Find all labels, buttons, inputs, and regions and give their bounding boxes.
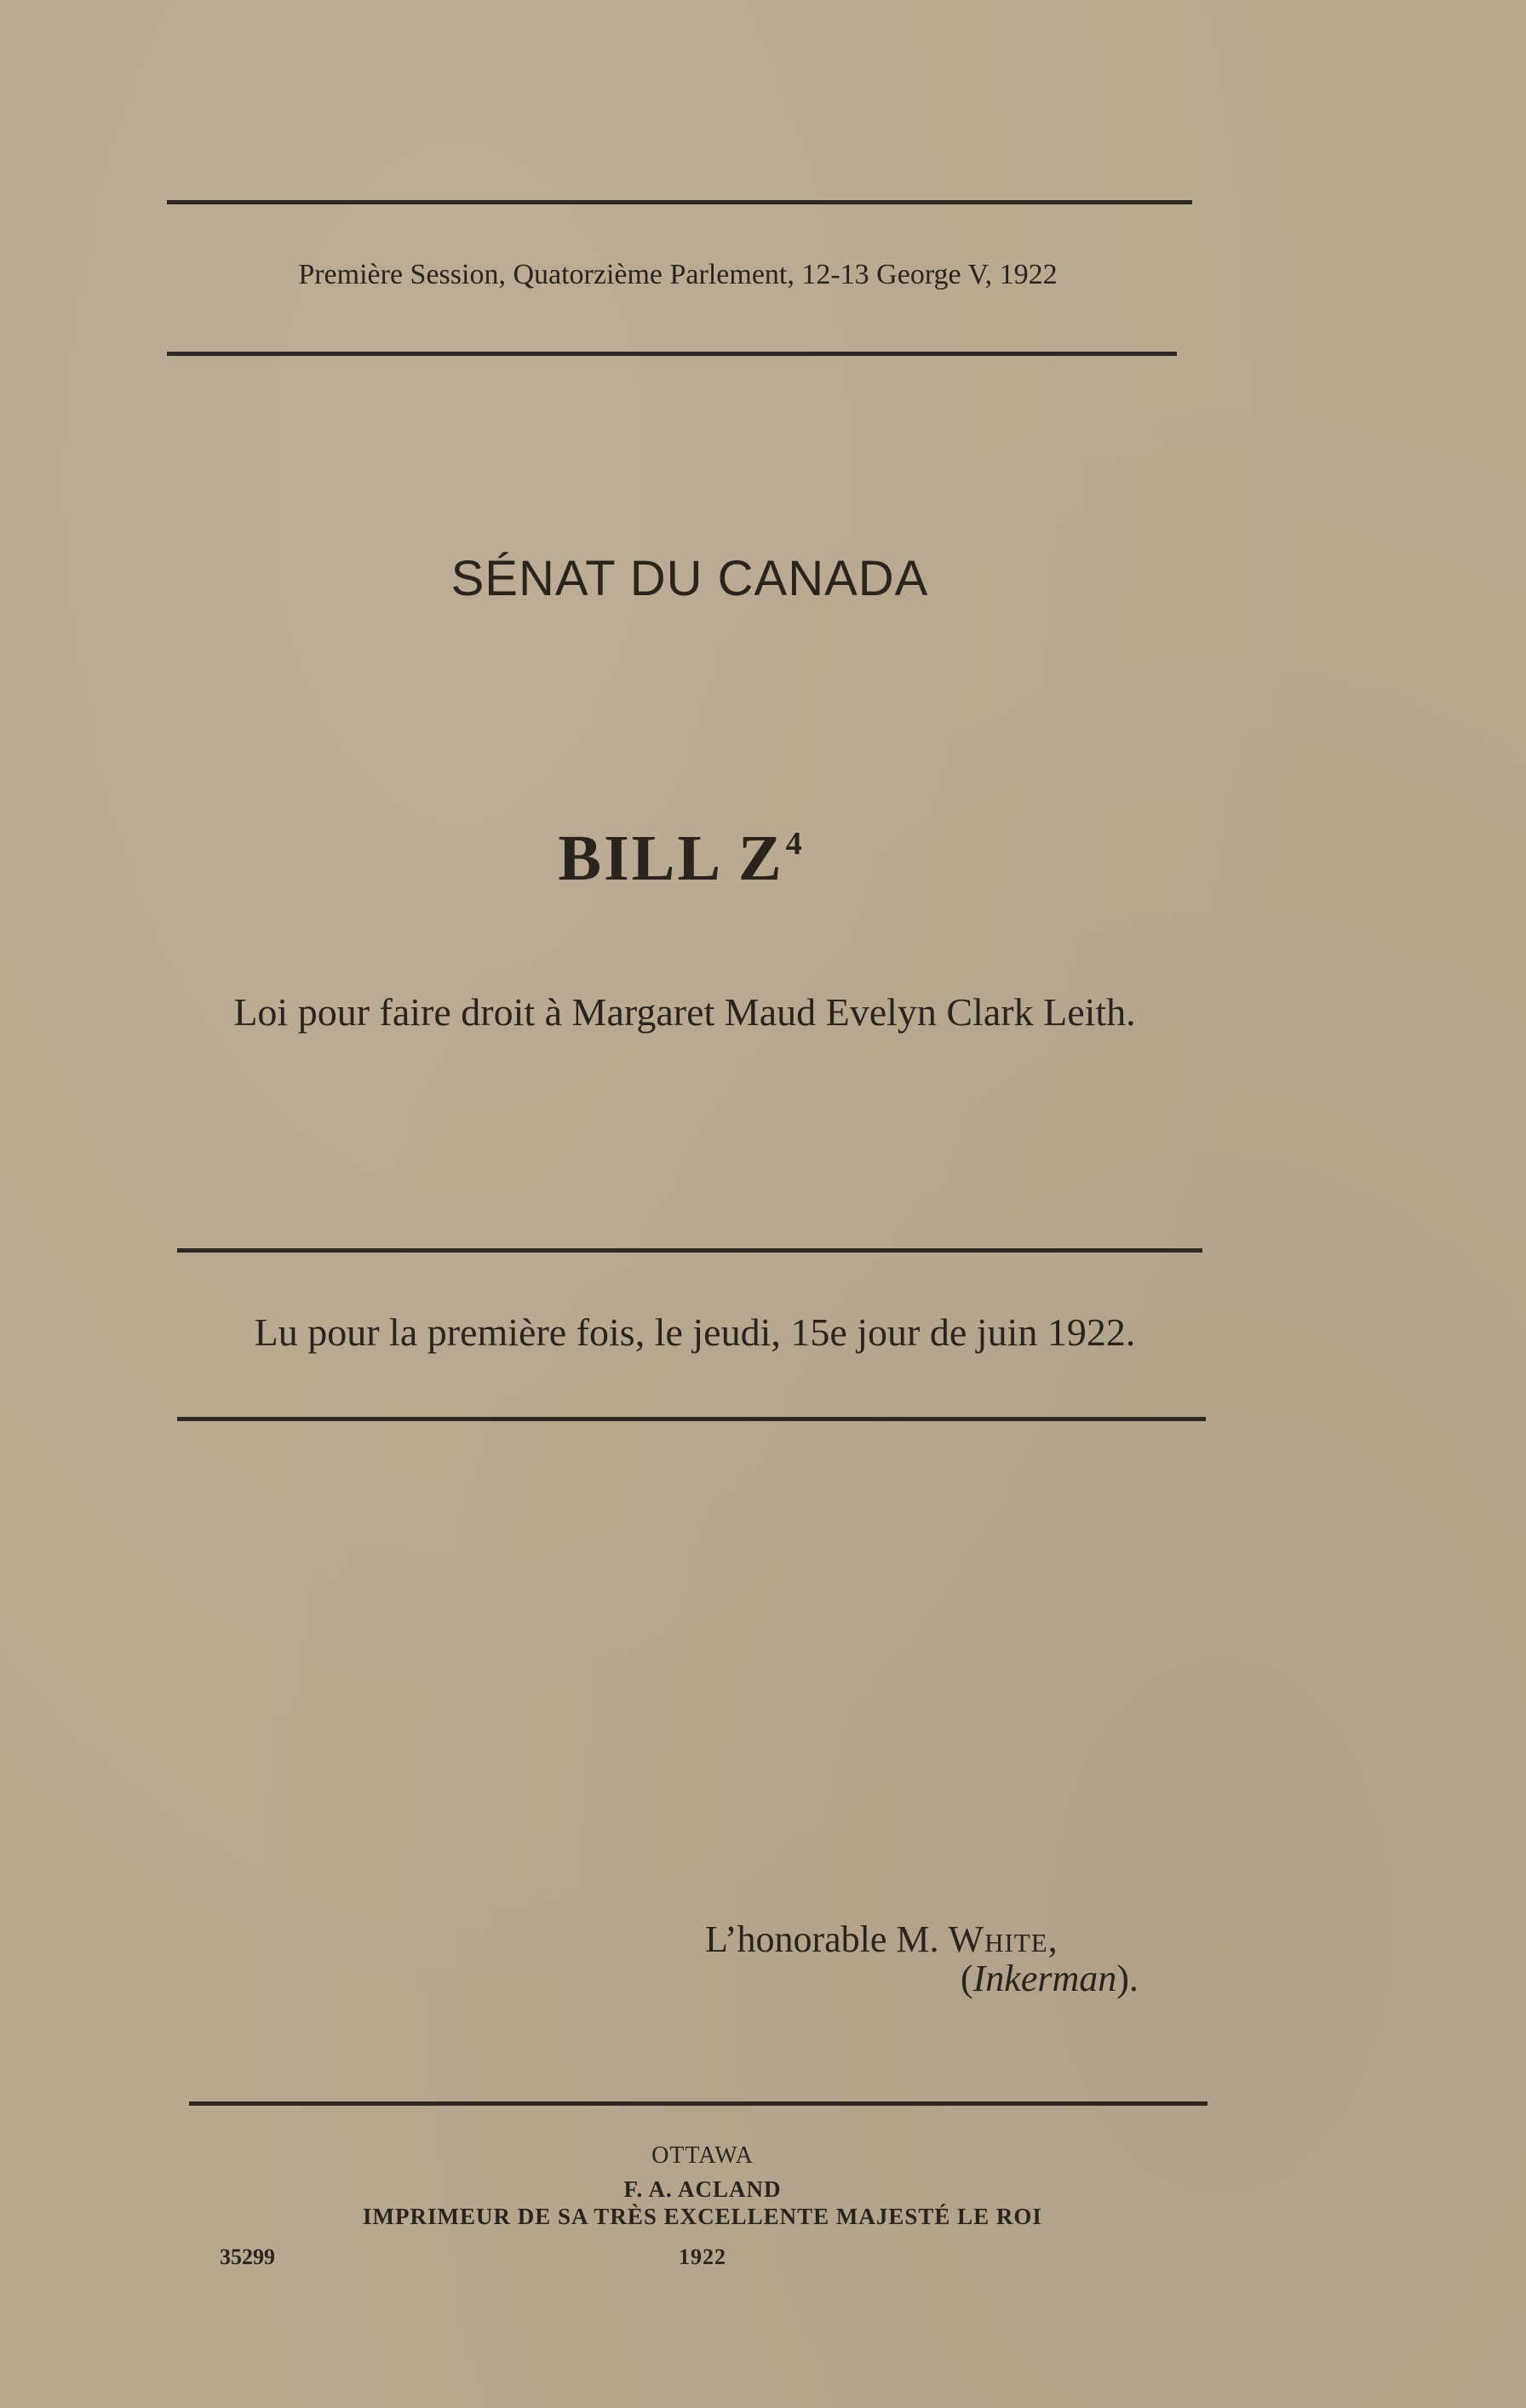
session-line: Première Session, Quatorzième Parlement, 12-13 George V, 1922 bbox=[298, 259, 1058, 290]
imprint-printer: F. A. ACLAND bbox=[623, 2176, 782, 2202]
reading-top-rule bbox=[177, 1248, 1202, 1253]
riding-close: ). bbox=[1116, 1958, 1139, 1999]
bill-purpose: Loi pour faire droit à Margaret Maud Evelyn Clark Leith. bbox=[233, 990, 1136, 1034]
imprint-rule bbox=[189, 2101, 1208, 2106]
bill-number bbox=[0, 822, 1362, 896]
document-number: 35299 bbox=[220, 2245, 275, 2269]
bill-superscript: 4 bbox=[785, 826, 805, 862]
sponsor-riding bbox=[961, 1957, 1139, 2000]
reading-bottom-rule bbox=[177, 1417, 1206, 1421]
imprint-city: OTTAWA bbox=[651, 2142, 754, 2169]
top-rule bbox=[167, 200, 1192, 204]
riding-open: ( bbox=[961, 1958, 973, 1999]
bill-label: BILL Z bbox=[558, 823, 784, 894]
imprint-year: 1922 bbox=[679, 2245, 726, 2269]
sponsor-prefix: L’honorable M. bbox=[705, 1918, 949, 1960]
chamber-title: SÉNAT DU CANADA bbox=[450, 551, 929, 606]
header-bottom-rule bbox=[167, 352, 1177, 356]
sponsor-name: White, bbox=[948, 1918, 1058, 1960]
first-reading-line: Lu pour la première fois, le jeudi, 15e jour de juin 1922. bbox=[254, 1310, 1136, 1354]
riding-name: Inkerman bbox=[972, 1958, 1117, 1999]
sponsor-line bbox=[705, 1918, 1058, 1961]
imprint-printer-title: IMPRIMEUR DE SA TRÈS EXCELLENTE MAJESTÉ LE ROI bbox=[363, 2204, 1042, 2229]
